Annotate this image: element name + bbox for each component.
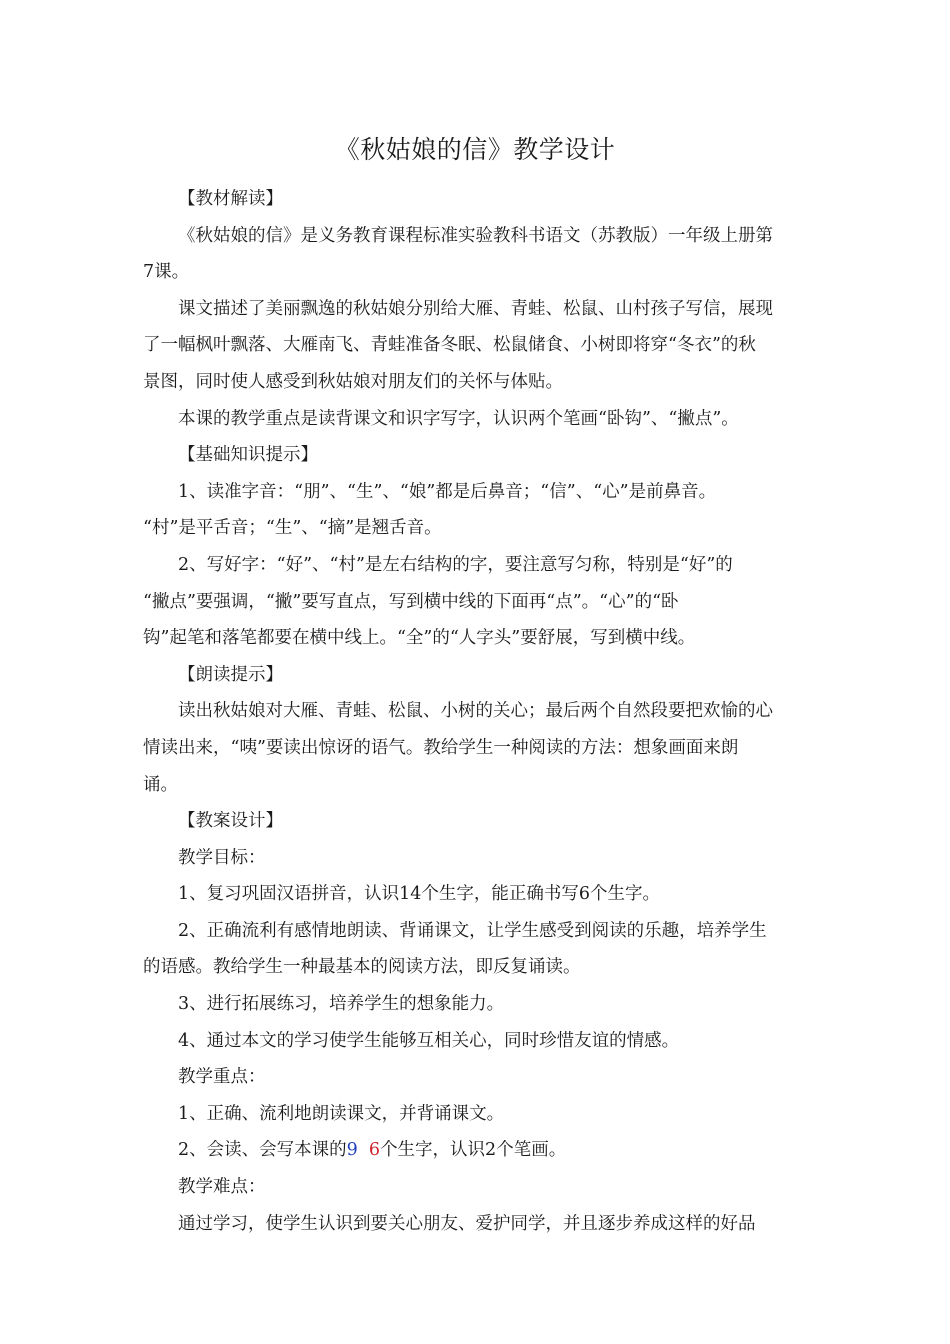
paragraph-line: 读出秋姑娘对大雁、青蛙、松鼠、小树的关心；最后两个自然段要把欢愉的心 <box>178 701 773 722</box>
subheading-key-points: 教学重点： <box>178 1067 266 1088</box>
key-point-prefix: 2、会读、会写本课的 <box>178 1140 347 1161</box>
paragraph-line: 1、读准字音：“朋”、“生”、“娘”都是后鼻音；“信”、“心”是前鼻音。 <box>178 481 717 502</box>
section-heading-lesson-plan: 【教案设计】 <box>178 811 283 832</box>
section-heading-reading: 【朗读提示】 <box>178 664 283 685</box>
subheading-objectives: 教学目标： <box>178 847 266 868</box>
subheading-difficulties: 教学难点： <box>178 1177 266 1198</box>
highlight-number-blue: 9 <box>346 1140 358 1161</box>
paragraph-line: 2、写好字：“好”、“村”是左右结构的字，要注意写匀称，特别是“好”的 <box>178 554 733 575</box>
paragraph-line: 诵。 <box>143 774 178 795</box>
document-title: 《秋姑娘的信》教学设计 <box>334 135 616 164</box>
paragraph-line: 3、进行拓展练习，培养学生的想象能力。 <box>178 994 505 1015</box>
paragraph-line: “撇点”要强调，“撇”要写直点，写到横中线的下面再“点”。“心”的“卧 <box>143 591 679 612</box>
paragraph-line: 本课的教学重点是读背课文和识字写字，认识两个笔画“卧钩”、“撇点”。 <box>178 408 739 429</box>
paragraph-line: 4、通过本文的学习使学生能够互相关心，同时珍惜友谊的情感。 <box>178 1030 680 1051</box>
paragraph-line: 7课。 <box>143 262 190 283</box>
paragraph-line: 课文描述了美丽飘逸的秋姑娘分别给大雁、青蛙、松鼠、山村孩子写信，展现 <box>178 298 773 319</box>
paragraph-line: 景图，同时使人感受到秋姑娘对朋友们的关怀与体贴。 <box>143 371 563 392</box>
paragraph-line: “村”是平舌音；“生”、“摘”是翘舌音。 <box>143 518 442 539</box>
section-heading-textbook: 【教材解读】 <box>178 189 283 209</box>
paragraph-line: 1、复习巩固汉语拼音，认识14个生字，能正确书写6个生字。 <box>178 884 661 905</box>
paragraph-line-key-point-2 <box>143 1132 813 1169</box>
paragraph-line: 2、正确流利有感情地朗读、背诵课文，让学生感受到阅读的乐趣，培养学生 <box>178 920 767 941</box>
highlight-number-red: 6 <box>368 1140 381 1161</box>
paragraph-line: 1、正确、流利地朗读课文，并背诵课文。 <box>178 1103 505 1124</box>
paragraph-line: 钩”起笔和落笔都要在横中线上。“全”的“人字头”要舒展，写到横中线。 <box>143 628 696 649</box>
paragraph-line: 通过学习，使学生认识到要关心朋友、爱护同学，并且逐步养成这样的好品 <box>178 1213 756 1234</box>
document-body <box>143 181 813 1242</box>
paragraph-line: 了一幅枫叶飘落、大雁南飞、青蛙准备冬眠、松鼠储食、小树即将穿“冬衣”的秋 <box>143 335 756 356</box>
paragraph-line: 情读出来，“咦”要读出惊讶的语气。教给学生一种阅读的方法：想象画面来朗 <box>143 737 739 758</box>
paragraph-line: 的语感。教给学生一种最基本的阅读方法，即反复诵读。 <box>143 957 581 978</box>
section-heading-basics: 【基础知识提示】 <box>178 445 318 466</box>
paragraph-line: 《秋姑娘的信》是义务教育课程标准实验教科书语文（苏教版）一年级上册第 <box>178 225 773 246</box>
key-point-suffix: 个生字，认识2个笔画。 <box>380 1140 567 1161</box>
